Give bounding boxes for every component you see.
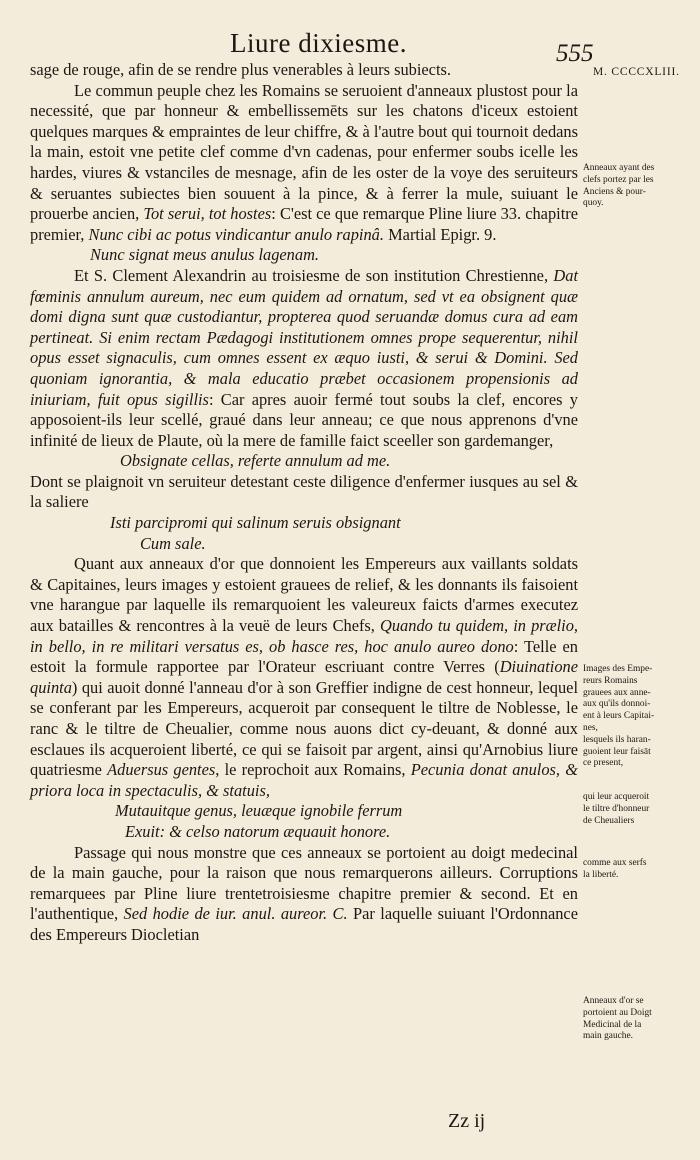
- paragraph-3: [30, 266, 578, 451]
- paragraph-2: [30, 81, 578, 246]
- proverb-quote: Tot serui, tot hostes: [143, 204, 272, 224]
- verres-reference: Diuinatione quinta: [30, 657, 578, 697]
- paragraph-3-text: Et S. Clement Alexandrin au troisiesme de son institution Chrestienne,: [74, 265, 549, 285]
- verse-plautus-3: Cum sale.: [140, 533, 206, 553]
- margin-note-knights: qui leur acqueroit le tiltre d'honneur de Cheualiers: [583, 792, 650, 826]
- verse-arnobius-2: Exuit: & celso natorum æquauit honore.: [125, 821, 391, 841]
- margin-note-images: Images des Empe- reurs Romains grauees aux anne- aux qu'ils donnoi- ent à leurs Capitai- nes, lesquels ils haran- guoient leur faisāt ce present,: [583, 664, 655, 769]
- page-number: 555: [556, 40, 594, 67]
- paragraph-5-text: Quant aux anneaux d'or que donnoient les Empereurs aux vaillants soldats & Capitaines, leurs images y estoient grauees de relief, & les donnants ils faisoient vne harangue par laquelle ils remarquoient les valeureux faicts d'armes executez aux batailles & rencontres à la veuë de leurs Chefs,: [30, 554, 578, 636]
- clement-quote: Dat fœminis annulum aureum, nec eum quidem ad ornatum, sed vt ea obsignent quæ domi digna sunt quæ custodiantur, propterea quod seruandæ domus cura ad eam pertineat. Si enim rectam Pædagogi institutionem omnes prope sequerentur, nihil opus esset signaculis, cum omnes essent ex æquo iusti, & serui & Domini. Sed quoniam ignorantia, & mala educatio præbet occasionem propensionis ad iniuriam, fuit opus sigillis: [30, 265, 578, 409]
- paragraph-2-text: Le commun peuple chez les Romains se seruoient d'anneaux plustost pour la necessité, que par honneur & embellissemēts sur les chatons d'iceux estoient quelques marques & empraintes de leur chiffre, & à l'autre bout qui tournoit dedans la main, estoit vne petite clef comme d'vn cadenas, pour enfermer soubs icelle les hardes, viures & vstanciles de mesnage, afin de les oster de la voye des seruiteurs & seruantes subiectes bien souuent à la pince, & à ferrer la mule, suiuant le prouerbe ancien,: [30, 80, 578, 224]
- paragraph-1: sage de rouge, afin de se rendre plus venerables à leurs subiects.: [30, 60, 451, 79]
- verse-arnobius-1: Mutauitque genus, leuæque ignobile ferrum: [115, 801, 403, 821]
- paragraph-3-continued: : Car apres auoir fermé tout soubs la clef, encores y apposoient-ils leur scellé, graué dans leur anneau; ce que nous apprenons d'vne infinité de lieux de Plaute, où la mere de famille faict sceeller son gardemanger,: [30, 389, 578, 450]
- arnobius-quote: Pecunia donat anulos, & priora loca in spectaculis, & statuis,: [30, 760, 579, 800]
- margin-note-keys: Anneaux ayant des clefs portez par les Anciens & pour- quoy.: [583, 163, 655, 209]
- paragraph-5: [30, 554, 578, 801]
- paragraph-5-continued-2: ) qui auoit donné l'anneau d'or à son Greffier indigne de cest honneur, lequel se conferant par les Empereurs, acqueroit par consequent le tiltre de Noblesse, le ranc & le tiltre de Cheualier, comme nous auons dict cy-deuant, & donné aux esclaues ils acqueroient liberté, ce qui se faisoit par argent, ainsi qu'Arnobius liure quatriesme: [30, 677, 578, 780]
- verse-martial: Nunc signat meus anulus lagenam.: [90, 245, 320, 265]
- paragraph-6-text: Passage qui nous monstre que ces anneaux se portoient au doigt medecinal de la main gauche, pour la raison que nous remarquerons ailleurs. Corruptions remarquees par Pline liure trentetroisiesme chapitre premier & second. Et en l'authentique,: [30, 842, 578, 924]
- verse-plautus-1: Obsignate cellas, referte annulum ad me.: [120, 451, 391, 471]
- main-text: [30, 60, 578, 946]
- margin-note-liberty: comme aux serfs la liberté.: [583, 858, 647, 880]
- arnobius-reference: Aduersus gentes: [107, 760, 216, 780]
- formula-quote: Quando tu quidem, in prælio, in bello, in re militari versatus es, ob hasce res, hoc anulo aureo dono: [30, 616, 578, 656]
- paragraph-4: Dont se plaignoit vn seruiteur detestant ceste diligence d'enfermer iusques au sel & la saliere: [30, 471, 578, 512]
- signature-mark: Zz ij: [448, 1110, 486, 1132]
- pliny-quote: Nunc cibi ac potus vindicantur anulo rapinâ.: [88, 224, 384, 244]
- margin-year: M. CCCCXLIII.: [593, 66, 680, 78]
- paragraph-6-continued: Par laquelle suiuant l'Ordonnance des Empereurs Diocletian: [30, 904, 578, 944]
- authentic-quote: Sed hodie de iur. anul. aureor. C.: [123, 904, 348, 924]
- margin-note-finger: Anneaux d'or se portoient au Doigt Medicinal de la main gauche.: [583, 996, 652, 1042]
- paragraph-5-continued: : Telle en estoit la formule rapportee par l'Orateur escriuant contre Verres (: [30, 636, 579, 677]
- running-title: Liure dixiesme.: [230, 28, 407, 58]
- verse-plautus-2: Isti parcipromi qui salinum seruis obsignant: [110, 513, 401, 533]
- martial-reference: Martial Epigr. 9.: [388, 224, 497, 244]
- paragraph-6: [30, 843, 578, 946]
- paragraph-5-continued-3: , le reprochoit aux Romains,: [215, 760, 406, 780]
- paragraph-2-continued: : C'est ce que remarque Pline liure 33. chapitre premier,: [30, 204, 578, 244]
